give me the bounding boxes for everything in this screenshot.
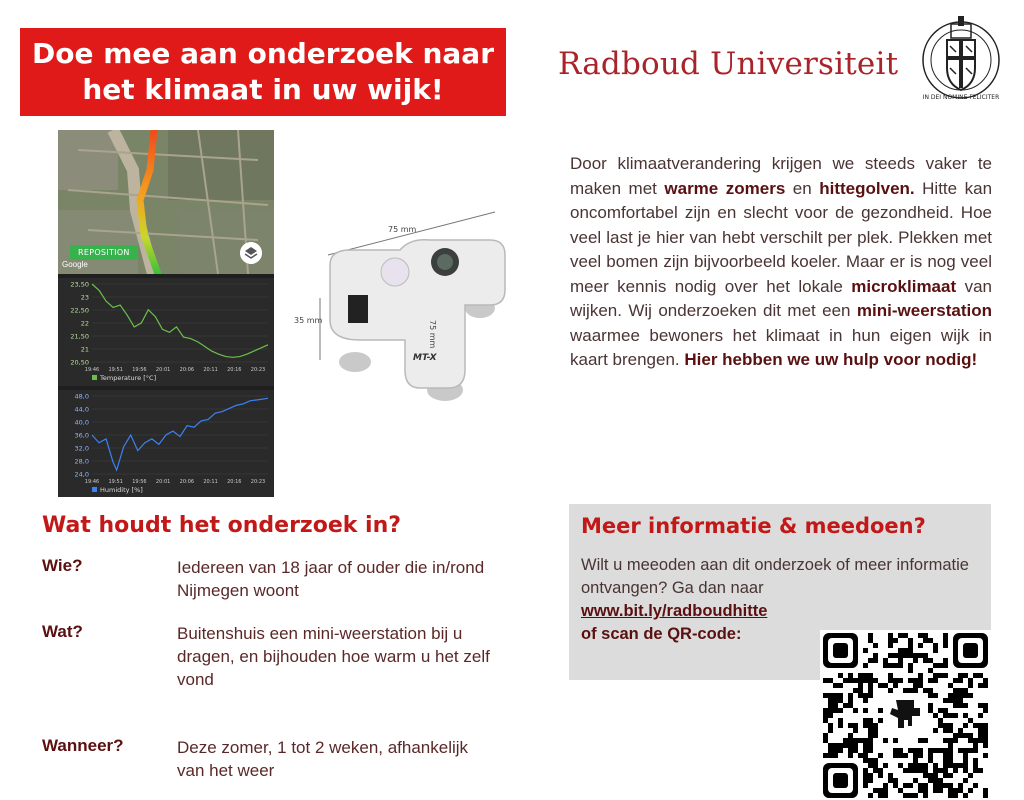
intro-paragraph — [570, 152, 992, 373]
intro-text-3: Hitte kan oncomfortabel zijn en slecht voor de gezondheid. Hoe veel last je hier van hebt verschilt per plek. Plekken met veel bomen zijn bijvoorbeeld koeler. Maar er is nog veel meer kennis nodig over het lokale — [570, 178, 993, 296]
y-tick-label: 23 — [80, 293, 89, 302]
intro-closing: Hier hebben we uw hulp voor nodig! — [684, 350, 978, 369]
x-tick-label: 19:46 — [84, 479, 100, 485]
y-tick-label: 40,0 — [74, 418, 89, 427]
y-tick-label: 36,0 — [74, 431, 89, 440]
row-text-when: Deze zomer, 1 tot 2 weken, afhankelijk van het weer — [177, 738, 469, 780]
y-tick-label: 22,50 — [70, 306, 89, 315]
humidity-legend: Humidity [%] — [100, 486, 143, 494]
intro-bold-3: microklimaat — [851, 276, 957, 296]
x-tick-label: 20:16 — [227, 479, 242, 485]
row-text-what: Buitenshuis een mini-weerstation bij u dragen, en bijhouden hoe warm u het zelf vond — [177, 624, 490, 689]
row-text-who: Iedereen van 18 jaar of ouder die in/rond Nijmegen woont — [177, 558, 485, 600]
info-scan-text: of scan de QR-code: — [581, 625, 742, 643]
temperature-legend: Temperature [°C] — [100, 374, 157, 382]
x-tick-label: 19:51 — [108, 367, 123, 373]
legend-swatch — [92, 375, 97, 380]
legend-swatch — [92, 487, 97, 492]
intro-text-2: en — [785, 178, 820, 198]
intro-text-1: Door klimaatverandering krijgen we steeds vaker te maken met — [570, 154, 992, 198]
x-tick-label: 19:56 — [132, 479, 147, 485]
university-seal-text: IN DEI NOMINE FELICITER — [922, 94, 1000, 101]
research-title: Wat houdt het onderzoek in? — [42, 513, 402, 538]
intro-text-5: waarmee bewoners het klimaat in hun eigen wijk in kaart brengen. — [570, 325, 992, 369]
x-tick-label: 20:23 — [250, 479, 266, 485]
x-tick-label: 20:06 — [179, 367, 195, 373]
y-tick-label: 48,0 — [74, 392, 89, 401]
row-label-what: Wat? — [42, 622, 83, 641]
y-tick-label: 22 — [80, 319, 89, 328]
x-tick-label: 20:11 — [203, 367, 218, 373]
layers-icon[interactable] — [240, 242, 262, 264]
y-tick-label: 24,0 — [74, 470, 89, 479]
reposition-button[interactable]: REPOSITION — [70, 245, 138, 260]
device-brand: MT-X — [413, 353, 437, 363]
x-tick-label: 20:11 — [203, 479, 218, 485]
x-tick-label: 20:01 — [155, 367, 171, 373]
row-label-who: Wie? — [42, 556, 83, 575]
temperature-chart — [58, 278, 274, 386]
height-label: 35 mm — [294, 316, 323, 325]
info-title: Meer informatie & meedoen? — [581, 514, 926, 538]
depth-label: 75 mm — [428, 320, 437, 349]
humidity-chart — [58, 390, 274, 497]
intro-bold-1: warme zomers — [664, 178, 786, 198]
university-name: Radboud Universiteit — [558, 46, 899, 82]
info-link[interactable]: www.bit.ly/radboudhitte — [581, 602, 768, 620]
qr-code[interactable] — [820, 630, 992, 800]
y-tick-label: 20,50 — [70, 358, 89, 367]
info-text: Wilt u meeoden aan dit onderzoek of meer informatie ontvangen? Ga dan naar — [581, 556, 969, 597]
width-label: 75 mm — [388, 225, 417, 234]
x-tick-label: 20:16 — [227, 367, 242, 373]
headline-line-1: Doe mee aan onderzoek naar — [31, 37, 495, 70]
y-tick-label: 21,50 — [70, 332, 89, 341]
x-tick-label: 19:51 — [108, 479, 123, 485]
x-tick-label: 19:46 — [84, 367, 100, 373]
intro-text-4: van wijken. Wij onderzoeken dit met een — [570, 276, 992, 320]
x-tick-label: 20:23 — [250, 367, 266, 373]
map-credit: Google — [62, 260, 88, 269]
headline-banner — [20, 28, 506, 116]
y-tick-label: 23,50 — [70, 280, 89, 289]
y-tick-label: 32,0 — [74, 444, 89, 453]
y-tick-label: 44,0 — [74, 405, 89, 414]
headline-line-2: het klimaat in uw wijk! — [82, 73, 444, 106]
x-tick-label: 20:06 — [179, 479, 195, 485]
x-tick-label: 20:01 — [155, 479, 171, 485]
row-label-when: Wanneer? — [42, 736, 124, 755]
y-tick-label: 28,0 — [74, 457, 89, 466]
intro-bold-4: mini-weerstation — [856, 301, 992, 320]
weather-station-image — [290, 210, 515, 410]
y-tick-label: 21 — [80, 345, 89, 354]
intro-bold-2: hittegolven. — [819, 178, 915, 198]
app-screenshot — [58, 130, 274, 497]
x-tick-label: 19:56 — [132, 367, 147, 373]
